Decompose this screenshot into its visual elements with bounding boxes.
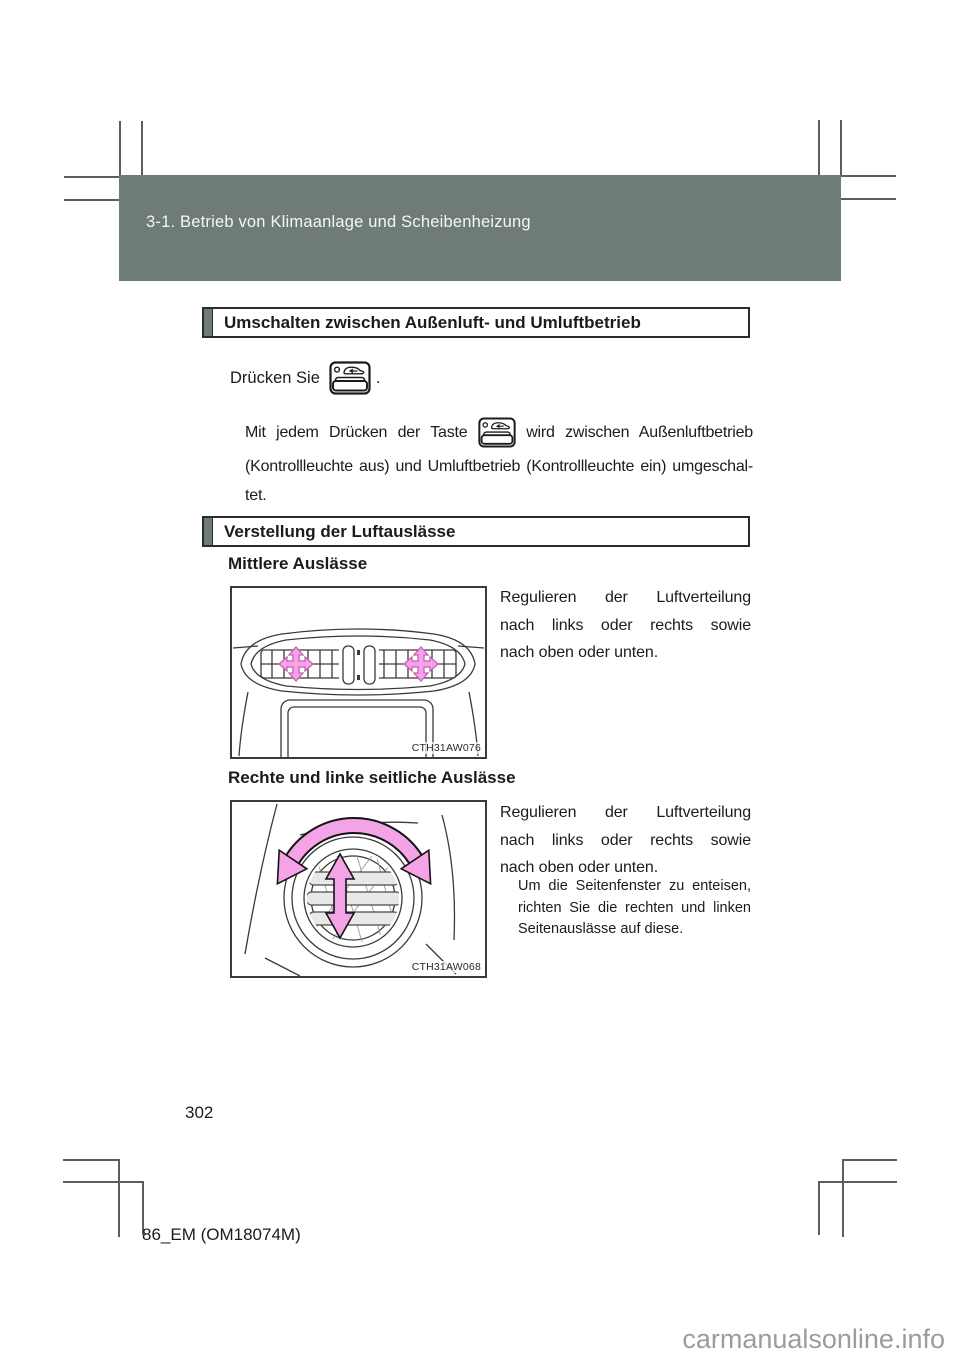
watermark: carmanualsonline.info: [682, 1324, 945, 1354]
section-title-recirculation: [202, 307, 750, 338]
paragraph-text: Mit jedem Drücken der Taste: [245, 424, 468, 441]
intro-prefix: Drücken Sie: [230, 368, 320, 387]
side-vents-heading: Rechte und linke seitliche Auslässe: [228, 768, 516, 787]
note-line: Um die Seitenfenster zu enteisen,: [518, 878, 751, 894]
recirculation-paragraph: [245, 414, 753, 510]
figure-caption: CTH31AW068: [411, 961, 481, 973]
intro-suffix: .: [375, 368, 381, 387]
crop-mark: [840, 120, 842, 177]
paragraph-text: wird zwischen Außenluftbetrieb: [526, 424, 753, 441]
crop-mark: [63, 1181, 143, 1183]
four-way-arrow-icon: [404, 647, 438, 681]
paragraph-line: tet.: [245, 487, 267, 504]
side-vent-illustration: [232, 802, 485, 976]
figure-caption: CTH31AW076: [411, 742, 481, 754]
crop-mark: [64, 176, 120, 178]
center-vents-figure: [230, 586, 487, 759]
recirculation-intro: [230, 358, 380, 398]
text-line: nach oben oder unten.: [500, 859, 659, 876]
section-title-text: Verstellung der Luftauslässe: [224, 521, 456, 541]
side-vents-note: [518, 876, 751, 941]
chapter-header-title: 3-1. Betrieb von Klimaanlage und Scheibenheizung: [146, 213, 531, 231]
recirculation-button-icon: [329, 361, 371, 395]
section-title-text: Umschalten zwischen Außenluft- und Umluftbetrieb: [224, 312, 641, 332]
crop-mark: [64, 199, 120, 201]
note-line: richten Sie die rechten und linken: [518, 899, 751, 916]
center-vents-heading: Mittlere Auslässe: [228, 554, 368, 573]
crop-mark: [818, 1181, 820, 1235]
crop-mark: [118, 1159, 120, 1237]
crop-mark: [840, 175, 896, 177]
chapter-header-band: [119, 175, 841, 281]
paragraph-line: (Kontrollleuchte aus) und Umluftbetrieb (Kontrollleuchte ein) umgeschal-: [245, 458, 753, 475]
paragraph-line: [245, 414, 753, 452]
text-line: Regulieren der Luftverteilung: [500, 804, 751, 821]
page-number: 302: [185, 1103, 214, 1122]
crop-mark: [818, 1181, 897, 1183]
side-vents-text: [500, 799, 751, 882]
section-title-accent-bar: [204, 518, 213, 545]
text-line: nach links oder rechts sowie: [500, 616, 751, 634]
center-vents-text: [500, 584, 751, 667]
section-title-vents: [202, 516, 750, 547]
recirculation-button-icon: [478, 417, 516, 448]
section-title-accent-bar: [204, 309, 213, 336]
note-line: Seitenauslässe auf diese.: [518, 921, 684, 937]
crop-mark: [141, 121, 143, 177]
document-code: 86_EM (OM18074M): [142, 1225, 301, 1244]
text-line: nach oben oder unten.: [500, 644, 659, 661]
crop-mark: [63, 1159, 119, 1161]
text-line: nach links oder rechts sowie: [500, 831, 751, 849]
crop-mark: [842, 1159, 897, 1161]
crop-mark: [842, 1159, 844, 1237]
text-line: Regulieren der Luftverteilung: [500, 589, 751, 606]
side-vent-figure: [230, 800, 487, 978]
center-vents-illustration: [232, 588, 485, 757]
